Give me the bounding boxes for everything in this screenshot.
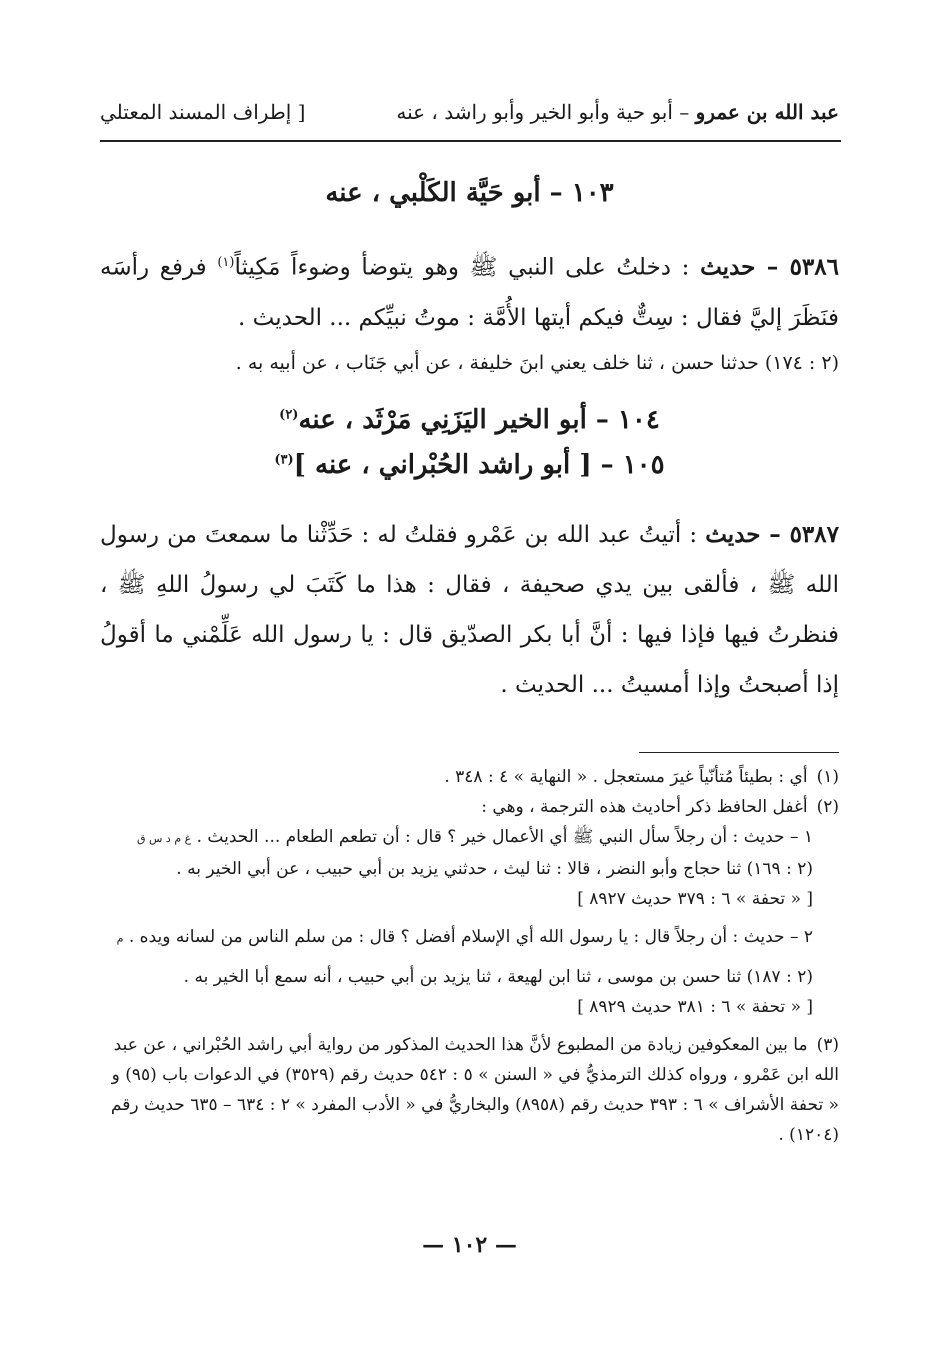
sub-hadith-text: ٢ – حديث : أن رجلاً قال : يا رسول الله أي الإسلام أفضل ؟ قال : من سلم الناس من لسانه ويده .: [128, 927, 813, 947]
footnote-2-ref-1: [ « تحفة » ٦ : ٣٧٩ حديث ٨٩٢٧ ]: [577, 889, 813, 909]
footnote-text: ما بين المعكوفين زيادة من المطبوع لأنَّ هذا الحديث المذكور من رواية أبي راشد الحُبْراني ، عن عبد الله ابن عَمْرو ، ورواه كذلك الترمذيُّ في « السنن » ٥ : ٥٤٢ حديث رقم (٣٥٢٩) في الدعوات باب (٩٥) و « تحفة الأشراف » ٦ : ٣٩٣ حديث رقم (٨٩٥٨) والبخاريُّ في « الأدب المفرد » ٢ : ٦٣٤ – ٦٣٥ حديث رقم (١٢٠٤) .: [110, 1035, 839, 1145]
footnote-ref: (٢): [816, 797, 839, 817]
header-subject: – أبو حية وأبو الخير وأبو راشد ، عنه: [396, 100, 690, 124]
footnote-ref: (١): [816, 767, 839, 787]
section-title: ١٠٤ – أبو الخير اليَزَنِي مَرْثَد ، عنه: [298, 405, 660, 435]
running-header-left: [ إطراف المسند المعتلي: [100, 100, 306, 124]
footnote-marker: (١): [217, 255, 235, 270]
hadith-separator: –: [760, 521, 790, 548]
hadith-text: : دخلتُ على النبي ﷺ وهو يتوضأ وضوءاً مَكِيثاً: [234, 254, 701, 281]
section-heading-104: [100, 405, 839, 435]
sub-hadith-text: ١ – حديث : أن رجلاً سأل النبي ﷺ أي الأعمال خير ؟ قال : أن تطعم الطعام ... الحديث .: [196, 827, 813, 847]
footnotes: [100, 762, 839, 1150]
footnote-2-ref-2: [ « تحفة » ٦ : ٣٨١ حديث ٨٩٢٩ ]: [577, 997, 813, 1017]
header-author: عبد الله بن عمرو: [695, 100, 839, 124]
footnote-2-isnad-2: (٢ : ١٨٧) ثنا حسن بن موسى ، ثنا ابن لهيعة ، ثنا يزيد بن أبي حبيب ، أنه سمع أبا الخير به .: [183, 967, 813, 987]
spacer: [100, 954, 839, 962]
footnote-rule: [639, 752, 839, 753]
footnote-2-hadith-2: [100, 922, 839, 954]
hadith-number: ٥٣٨٧: [789, 521, 839, 548]
isnad-5386: (٢ : ١٧٤) حدثنا حسن ، ثنا خلف يعني ابنَ خليفة ، عن أبي جَنَاب ، عن أبيه به .: [235, 352, 839, 374]
footnote-text: أغفل الحافظ ذكر أحاديث هذه الترجمة ، وهي :: [481, 797, 808, 817]
footnote-2: [100, 792, 839, 822]
hadith-keyword: حديث: [700, 253, 756, 281]
hadith-5387: [100, 510, 839, 710]
page-number: — ١٠٢ —: [422, 1232, 517, 1258]
footnote-marker: (٣): [274, 452, 294, 468]
hadith-separator: –: [755, 253, 790, 281]
section-heading-105: [100, 450, 839, 480]
spacer: [100, 1022, 839, 1030]
hadith-5386: [100, 238, 839, 343]
spacer: [100, 914, 839, 922]
footnote-ref: (٣): [816, 1035, 839, 1055]
hadith-keyword: حديث: [705, 521, 761, 548]
section-title: ١٠٥ – [ أبو راشد الحُبْراني ، عنه ]: [293, 450, 665, 480]
footnote-marker: (٢): [279, 407, 299, 423]
collection-sigla: غ م د س ق: [136, 832, 192, 845]
hadith-number: ٥٣٨٦: [789, 253, 839, 281]
section-heading-103: [100, 178, 839, 208]
running-header: [100, 100, 839, 124]
footnote-3: [100, 1030, 839, 1150]
header-rule: [100, 140, 841, 142]
collection-sigla: م: [116, 932, 124, 945]
hadith-text: : أتيتُ عبد الله بن عَمْرو فقلتُ له : حَدِّثْنا ما سمعتَ من رسول الله ﷺ ، فألقى بين يدي صحيفة ، فقال : هذا ما كَتَبَ لي رسولُ اللهِ ﷺ ، فنظرتُ فيها فإذا فيها : أنَّ أبا بكر الصدّيق قال : يا رسول الله عَلِّمْني ما أقولُ إذا أصبحتُ وإذا أمسيتُ ... الحديث .: [100, 522, 839, 698]
running-header-right: [396, 100, 839, 124]
footnote-2-hadith-1: [100, 822, 839, 854]
hadith-text: فرفع رأسَه فنَظَرَ إليَّ فقال : سِتٌّ فيكم أيتها الأُمَّة : موتُ نبيِّكم ... الحديث .: [100, 254, 839, 331]
footnote-text: أي : بطيئاً مُتأنّياً غيرَ مستعجل . « النهاية » ٤ : ٣٤٨ .: [444, 767, 808, 787]
footnote-1: [100, 762, 839, 792]
section-title: ١٠٣ – أبو حَيَّة الكَلْبي ، عنه: [325, 178, 614, 208]
footnote-2-isnad-1: (٢ : ١٦٩) ثنا حجاج وأبو النضر ، قالا : ثنا ليث ، حدثني يزيد بن أبي حبيب ، عن أبي الخير به .: [176, 859, 813, 879]
